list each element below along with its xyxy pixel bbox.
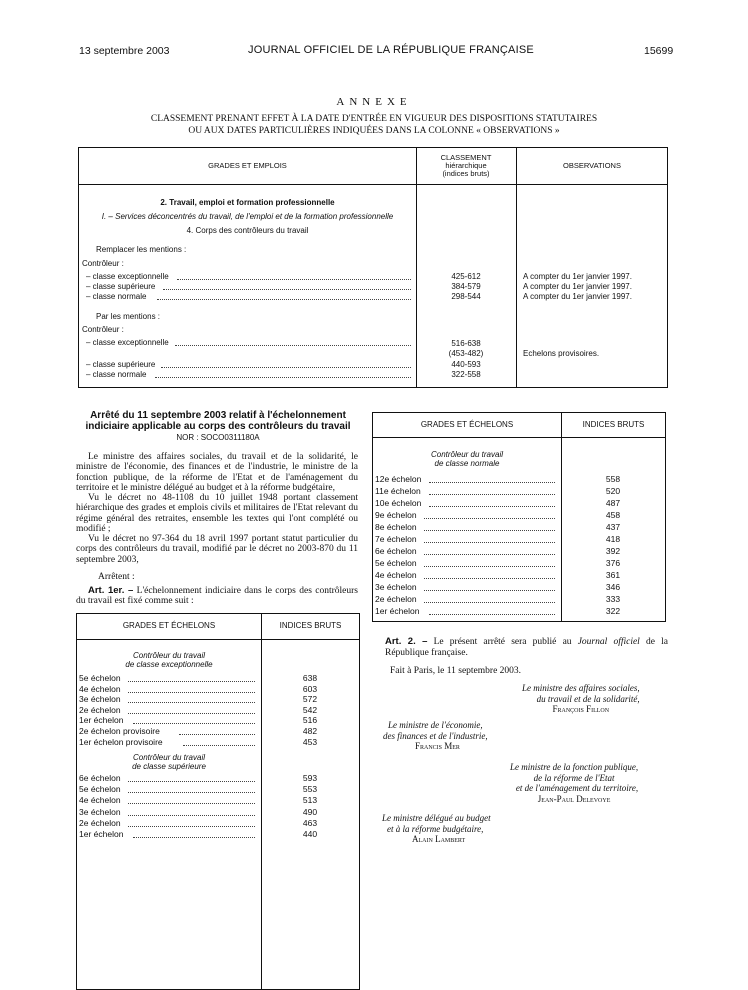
col-header-line: CLASSEMENT: [440, 153, 492, 162]
indices-value: 458: [605, 510, 621, 520]
echelon-label: 1er échelon: [79, 715, 124, 726]
group-heading-line: de classe exceptionnelle: [125, 660, 213, 669]
echelon-label: 1er échelon provisoire: [79, 736, 163, 747]
indices-value: 553: [302, 784, 318, 795]
leader-dots: [424, 590, 555, 591]
journal-title: JOURNAL OFFICIEL DE LA RÉPUBLIQUE FRANÇAISE: [248, 44, 534, 56]
leader-dots: [128, 702, 255, 703]
signature-line: Le ministre des affaires sociales,: [522, 683, 640, 693]
leader-dots: [429, 614, 555, 615]
col-header-grades: GRADES ET EMPLOIS: [208, 161, 287, 170]
indices-value: 490: [302, 806, 318, 817]
indices-value: 298-544: [451, 292, 481, 301]
paragraph: Vu le décret no 97-364 du 18 avril 1997 portant statut particulier du corps des contrôleurs du travail, modifié par le décret no 2003-870 du 11 septembre 2003,: [76, 534, 358, 565]
col-header-indices: INDICES BRUTS: [582, 420, 645, 429]
echelons-table-right: [372, 412, 666, 622]
signatory-name: François Fillon: [552, 704, 610, 714]
echelon-label: 7e échelon: [375, 534, 417, 544]
indices-value: 440: [302, 829, 318, 839]
header-date: 13 septembre 2003: [79, 45, 170, 57]
replace-label: Remplacer les mentions :: [96, 245, 187, 254]
signatory-name: Alain Lambert: [412, 834, 466, 844]
echelon-label: 6e échelon: [79, 773, 121, 783]
leader-dots: [424, 530, 555, 531]
article-label: Art. 1er. –: [88, 585, 134, 596]
leader-dots: [133, 723, 255, 724]
article-text: Le présent arrêté sera publié au: [433, 637, 572, 647]
echelon-label: 5e échelon: [79, 673, 121, 683]
leader-dots: [175, 345, 411, 346]
indices-value: 638: [302, 673, 318, 683]
indices-value: 463: [302, 817, 318, 828]
indices-value: 440-593: [451, 360, 481, 369]
group-heading-line: de classe normale: [434, 459, 500, 468]
leader-dots: [155, 377, 411, 378]
echelon-label: 12e échelon: [375, 474, 422, 484]
col-header-indices: INDICES BRUTS: [279, 621, 342, 630]
corps-heading: 4. Corps des contrôleurs du travail: [186, 226, 309, 235]
observation-text: A compter du 1er janvier 1997.: [523, 272, 632, 281]
annex-subtitle-line: OU AUX DATES PARTICULIÈRES INDIQUÉES DANS LA COLONNE « OBSERVATIONS »: [188, 126, 560, 136]
signature-block: [382, 813, 491, 845]
annex-subtitle: [80, 113, 668, 137]
indices-value: 392: [605, 546, 621, 556]
grade-label: – classe supérieure: [86, 282, 156, 291]
echelon-label: 2e échelon provisoire: [79, 726, 160, 736]
leader-dots: [177, 279, 411, 280]
echelon-label: 9e échelon: [375, 510, 417, 520]
grade-label: – classe exceptionnelle: [86, 272, 169, 281]
leader-dots: [429, 482, 555, 483]
article-text: L'échelonnement indiciaire dans le corps des contrôleurs du travail est fixé comme suit :: [76, 586, 359, 607]
signature-line: Le ministre de l'économie,: [388, 720, 483, 730]
indices-value: (453-482): [448, 349, 484, 358]
col-header-line: hiérarchique: [445, 161, 487, 170]
indices-value: 603: [302, 683, 318, 694]
echelons-table-left: [76, 613, 360, 990]
paragraph: Vu le décret no 48-1108 du 10 juillet 1948 portant classement hiérarchique des grades et emplois civils et militaires de l'Etat relevant du régime général des retraites, ensemble les textes qui l'ont complété ou modifié ;: [76, 493, 358, 534]
grade-label: – classe exceptionnelle: [86, 338, 169, 347]
subsection-heading: I. – Services déconcentrés du travail, de l'emploi et de la formation professionnelle: [101, 212, 394, 221]
leader-dots: [429, 506, 555, 507]
signature-date: Fait à Paris, le 11 septembre 2003.: [390, 666, 522, 676]
leader-dots: [128, 781, 255, 782]
leader-dots: [128, 713, 255, 714]
observation-text: Echelons provisoires.: [523, 349, 600, 358]
indices-value: 593: [302, 773, 318, 783]
group-heading: [77, 651, 261, 669]
arrete-title-line: indiciaire applicable au corps des contrôleurs du travail: [85, 421, 351, 432]
arrete-title-line: Arrêté du 11 septembre 2003 relatif à l'échelonnement: [90, 410, 346, 421]
grade-label: – classe supérieure: [86, 360, 156, 369]
echelon-label: 6e échelon: [375, 546, 417, 556]
signatory-name: Jean-Paul Delevoye: [537, 793, 611, 804]
indices-value: 516: [302, 715, 318, 726]
group-heading-line: de classe supérieure: [132, 762, 206, 771]
grade-label: – classe normale: [86, 292, 147, 301]
echelon-label: 4e échelon: [375, 570, 417, 580]
echelon-label: 5e échelon: [79, 784, 121, 795]
article-1: [76, 586, 358, 607]
page-number: 15699: [644, 45, 674, 57]
signature-line: Le ministre délégué au budget: [382, 813, 491, 823]
signature-line: du travail et de la solidarité,: [536, 693, 640, 704]
leader-dots: [128, 792, 255, 793]
observation-text: A compter du 1er janvier 1997.: [523, 292, 632, 301]
echelon-label: 3e échelon: [375, 582, 417, 592]
group-heading: [77, 753, 261, 771]
indices-value: 322: [605, 606, 621, 616]
signature-line: et à la réforme budgétaire,: [387, 823, 484, 834]
indices-value: 333: [605, 594, 621, 604]
signatory-name: Francis Mer: [415, 741, 460, 751]
leader-dots: [133, 837, 255, 838]
indices-value: 376: [605, 558, 621, 568]
leader-dots: [161, 367, 411, 368]
indices-value: 482: [302, 726, 318, 736]
leader-dots: [183, 745, 255, 746]
leader-dots: [424, 566, 555, 567]
echelon-label: 3e échelon: [79, 694, 121, 705]
leader-dots: [157, 299, 411, 300]
echelon-label: 2e échelon: [79, 817, 121, 828]
group-heading-line: Contrôleur du travail: [430, 450, 504, 459]
article-2: [385, 636, 668, 659]
grade-label: – classe normale: [86, 370, 147, 379]
column-divider: [561, 413, 562, 621]
observation-text: A compter du 1er janvier 1997.: [523, 282, 632, 291]
controleur-label: Contrôleur :: [82, 325, 124, 334]
column-divider: [261, 614, 262, 989]
by-label: Par les mentions :: [96, 312, 161, 321]
echelon-label: 1er échelon: [375, 606, 420, 616]
article-text: de la République française.: [385, 637, 668, 658]
signature-line: des finances et de l'industrie,: [383, 730, 488, 741]
signature-line: Le ministre de la fonction publique,: [510, 762, 639, 772]
echelon-label: 11e échelon: [375, 486, 421, 496]
indices-value: 361: [605, 570, 621, 580]
indices-value: 513: [302, 795, 318, 806]
paragraph: Le ministre des affaires sociales, du travail et de la solidarité, le ministre de l'économie, des finances et de l'industrie, le ministre de la fonction publique, de la réforme de l'Etat et de l'aménagement du territoire et le ministre délégué au budget et à la réforme budgétaire,: [76, 452, 358, 493]
leader-dots: [429, 494, 555, 495]
indices-value: 453: [302, 736, 318, 747]
echelon-label: 1er échelon: [79, 829, 124, 839]
arrete-title: [78, 410, 358, 432]
signature-block: [383, 720, 488, 752]
signature-line: de la réforme de l'Etat: [533, 772, 615, 783]
leader-dots: [163, 289, 411, 290]
indices-value: 346: [605, 582, 621, 592]
indices-value: 542: [302, 704, 318, 715]
echelon-label: 2e échelon: [375, 594, 417, 604]
indices-value: 572: [302, 694, 318, 705]
indices-value: 418: [605, 534, 621, 544]
leader-dots: [128, 815, 255, 816]
leader-dots: [424, 554, 555, 555]
indices-value: 516-638: [451, 339, 481, 348]
header-divider: [373, 437, 665, 438]
indices-value: 322-558: [451, 370, 481, 379]
echelon-label: 8e échelon: [375, 522, 417, 532]
group-heading: [373, 450, 561, 468]
leader-dots: [128, 826, 255, 827]
echelon-label: 5e échelon: [375, 558, 417, 568]
indices-value: 425-612: [451, 272, 481, 281]
annex-title: ANNEXE: [336, 96, 412, 108]
header-divider: [79, 184, 667, 185]
col-header-line: (indices bruts): [442, 169, 490, 178]
leader-dots: [128, 681, 255, 682]
section-heading: 2. Travail, emploi et formation professionnelle: [160, 198, 335, 207]
signature-block: [510, 762, 638, 804]
group-heading-line: Contrôleur du travail: [132, 651, 206, 660]
journal-reference: Journal officiel: [577, 637, 640, 647]
indices-value: 487: [605, 498, 621, 508]
leader-dots: [424, 542, 555, 543]
col-header-observations: OBSERVATIONS: [563, 161, 621, 170]
col-header-grades: GRADES ET ÉCHELONS: [122, 621, 216, 630]
nor-reference: NOR : SOCO0311180A: [176, 433, 260, 442]
leader-dots: [424, 518, 555, 519]
leader-dots: [179, 734, 255, 735]
arretent: Arrêtent :: [98, 572, 135, 582]
annex-table: [78, 147, 668, 388]
leader-dots: [424, 578, 555, 579]
article-label: Art. 2. –: [385, 636, 428, 647]
indices-value: 437: [605, 522, 621, 532]
header-divider: [77, 639, 359, 640]
indices-value: 520: [605, 486, 621, 496]
echelon-label: 3e échelon: [79, 806, 121, 817]
signature-block: [522, 683, 640, 715]
echelon-label: 10e échelon: [375, 498, 422, 508]
echelon-label: 4e échelon: [79, 683, 121, 694]
col-header-grades: GRADES ET ÉCHELONS: [420, 420, 514, 429]
group-heading-line: Contrôleur du travail: [132, 753, 206, 762]
leader-dots: [424, 602, 555, 603]
col-header-classement: [416, 154, 516, 178]
leader-dots: [128, 803, 255, 804]
echelon-label: 2e échelon: [79, 704, 121, 715]
leader-dots: [128, 692, 255, 693]
annex-subtitle-line: CLASSEMENT PRENANT EFFET À LA DATE D'ENTRÉE EN VIGUEUR DES DISPOSITIONS STATUTAIRES: [150, 114, 598, 124]
echelon-label: 4e échelon: [79, 795, 121, 806]
indices-value: 384-579: [451, 282, 481, 291]
signature-line: et de l'aménagement du territoire,: [515, 783, 639, 793]
controleur-label: Contrôleur :: [82, 259, 124, 268]
indices-value: 558: [605, 474, 621, 484]
